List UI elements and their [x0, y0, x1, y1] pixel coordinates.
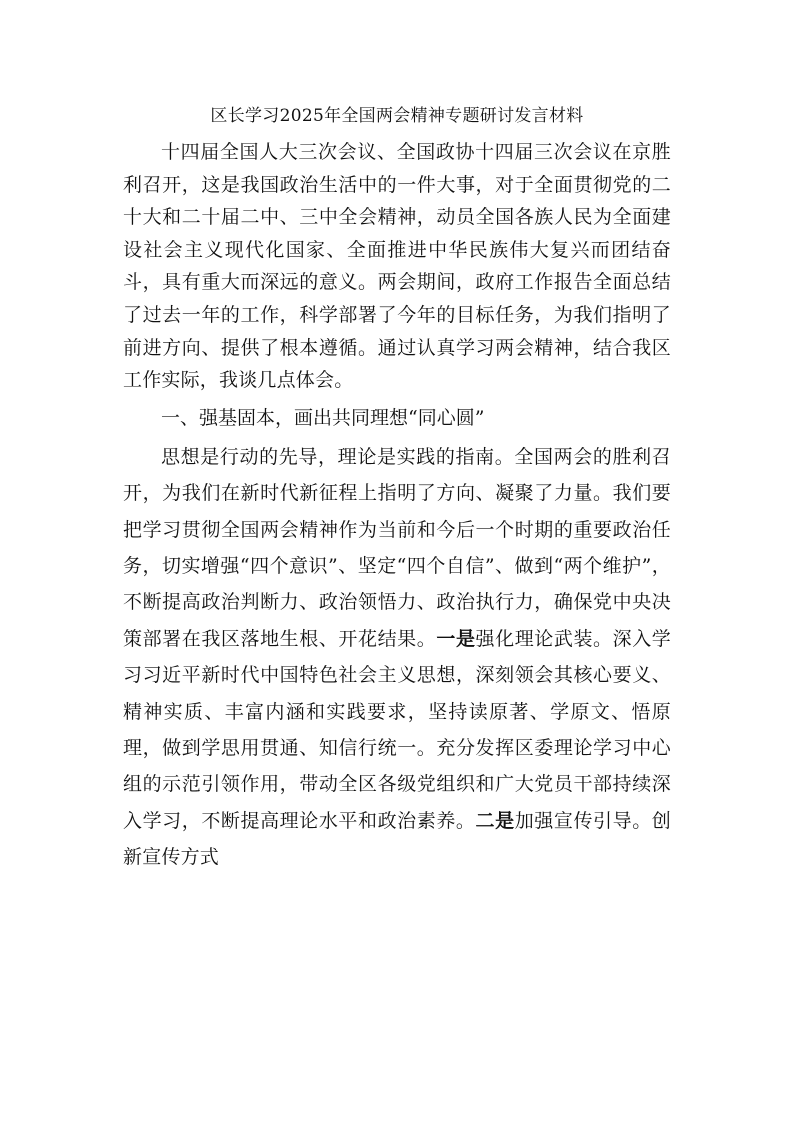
section-1-body	[123, 439, 671, 876]
document-title: 区长学习2025年全国两会精神专题研讨发言材料	[210, 106, 584, 126]
point-1-label: 一是	[436, 627, 476, 650]
point-1-text: 强化理论武装。深入学习习近平新时代中国特色社会主义思想，深刻领会其核心要义、精神实质、丰富内涵和实践要求，坚持读原著、学原文、悟原理，做到学思用贯通、知信行统一。充分发挥区委理论学习中心组的示范引领作用，带动全区各级党组织和广大党员干部持续深入学习，不断提高理论水平和政治素养。	[123, 627, 671, 832]
intro-paragraph: 十四届全国人大三次会议、全国政协十四届三次会议在京胜利召开，这是我国政治生活中的一件大事，对于全面贯彻党的二十大和二十届二中、三中全会精神，动员全国各族人民为全面建设社会主义现代化国家、全面推进中华民族伟大复兴而团结奋斗，具有重大而深远的意义。两会期间，政府工作报告全面总结了过去一年的工作，科学部署了今年的目标任务，为我们指明了前进方向、提供了根本遵循。通过认真学习两会精神，结合我区工作实际，我谈几点体会。	[123, 141, 671, 392]
section-1-heading: 一、强基固本，画出共同理想“同心圆”	[161, 406, 485, 429]
point-2-text: 加强宣传引导。创新宣传方式	[123, 809, 671, 869]
point-2-label: 二是	[475, 809, 515, 832]
document-content	[123, 96, 671, 876]
section-1-body-text: 思想是行动的先导，理论是实践的指南。全国两会的胜利召开，为我们在新时代新征程上指明了方向、凝聚了力量。我们要把学习贯彻全国两会精神作为当前和今后一个时期的重要政治任务，切实增强“四个意识”、坚定“四个自信”、做到“两个维护”，不断提高政治判断力、政治领悟力、政治执行力，确保党中央决策部署在我区落地生根、开花结果。	[123, 445, 671, 650]
